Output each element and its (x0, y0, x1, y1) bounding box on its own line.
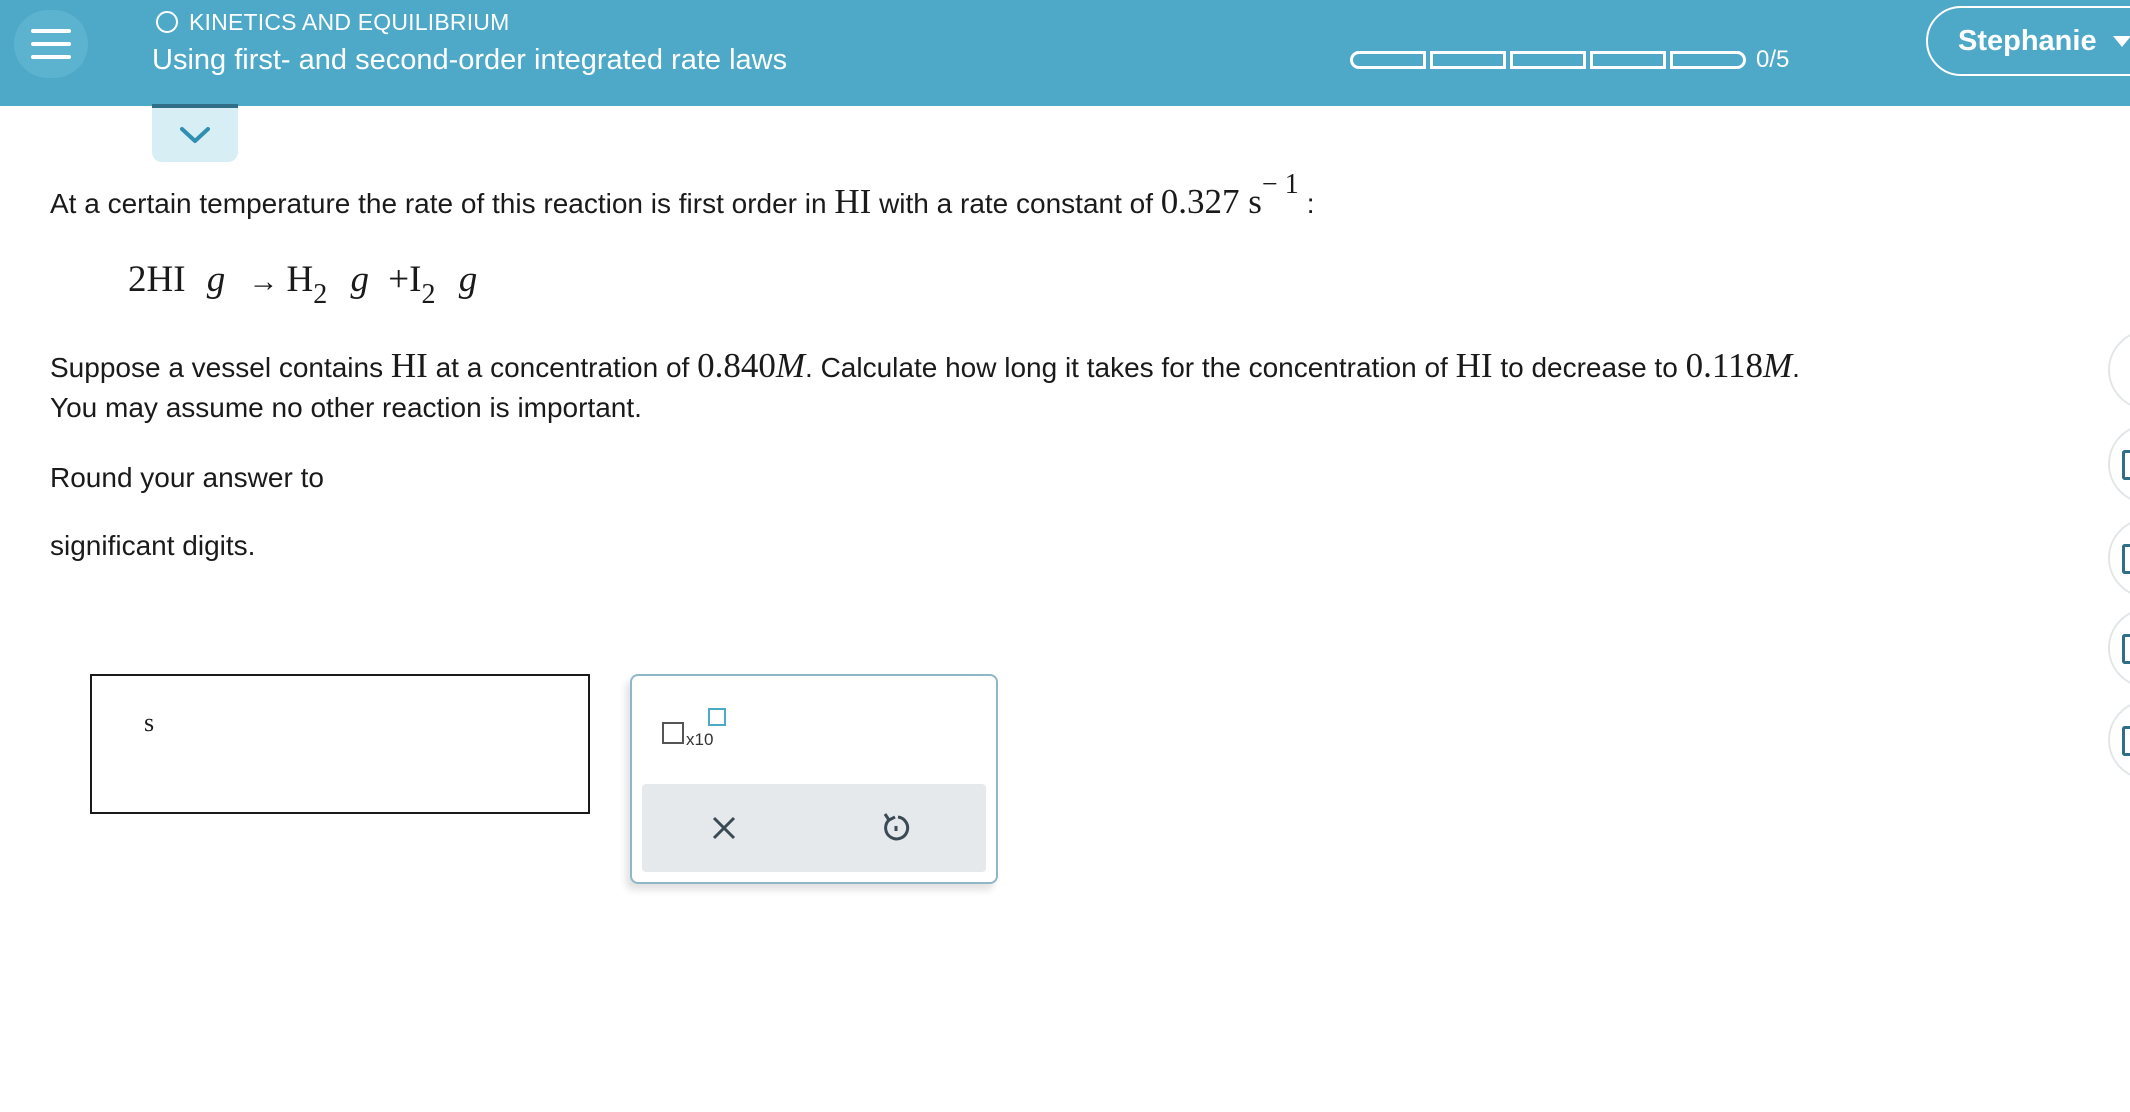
x10-label: x10 (686, 730, 714, 749)
unit-m: M (775, 346, 806, 385)
formula-hi: HI (1455, 346, 1493, 385)
page-title: Using first- and second-order integrated rate laws (152, 44, 788, 76)
progress-segment (1590, 51, 1666, 69)
circle-icon (156, 11, 178, 33)
state-g: g (206, 259, 226, 300)
menu-icon-line (31, 55, 71, 59)
unit-m: M (1763, 346, 1793, 385)
plus-sign: + (388, 259, 410, 300)
side-tool-icon (2122, 544, 2130, 574)
mantissa-box-icon (662, 722, 684, 744)
text: at a concentration of (427, 352, 698, 383)
product-i: I (409, 259, 422, 300)
progress-segment (1510, 51, 1586, 69)
user-name: Stephanie (1958, 24, 2097, 57)
subscript: 2 (313, 279, 328, 310)
reactant-hi: 2HI (128, 259, 186, 300)
math-tool-panel (630, 674, 998, 884)
user-caret-icon (2113, 36, 2130, 47)
progress-count: 0/5 (1756, 46, 1790, 73)
question-paragraph-2 (50, 346, 1800, 388)
final-concentration: 0.118 (1685, 346, 1764, 385)
side-tool-button[interactable] (2108, 608, 2130, 688)
state-g: g (350, 259, 370, 300)
user-menu-button[interactable] (1926, 6, 2130, 76)
text: Suppose a vessel contains (50, 352, 391, 383)
sig-digits-text: significant digits. (50, 530, 256, 561)
progress-bar (1350, 46, 1789, 74)
exponent-box-icon (708, 708, 726, 726)
topic-label (156, 8, 509, 36)
header-bar (0, 0, 2130, 106)
reaction-equation (128, 258, 478, 310)
side-tool-icon (2122, 634, 2130, 664)
collapse-toggle[interactable] (152, 104, 238, 162)
exponent: − 1 (1261, 169, 1299, 200)
formula-hi: HI (834, 182, 872, 221)
side-tool-button[interactable] (2108, 330, 2130, 410)
formula-hi: HI (390, 346, 428, 385)
side-tool-icon (2122, 450, 2130, 480)
initial-concentration: 0.840 (697, 346, 776, 385)
round-instruction: Round your answer to (50, 462, 324, 493)
state-g: g (458, 259, 478, 300)
chevron-down-icon (178, 124, 212, 146)
tool-action-bar (642, 784, 986, 872)
menu-button[interactable] (14, 10, 88, 78)
answer-unit: s (144, 708, 155, 737)
question-line: You may assume no other reaction is important. (50, 392, 642, 423)
side-tool-button[interactable] (2108, 424, 2130, 504)
text: with a rate constant of (871, 188, 1161, 219)
text: to decrease to (1492, 352, 1686, 383)
question-paragraph-1 (50, 169, 1315, 225)
text: . (1792, 352, 1800, 383)
subscript: 2 (421, 279, 436, 310)
rate-constant: 0.327 s (1160, 182, 1262, 221)
side-tool-icon (2122, 726, 2130, 756)
progress-segment (1430, 51, 1506, 69)
side-tool-button[interactable] (2108, 518, 2130, 598)
side-tool-button[interactable] (2108, 700, 2130, 780)
clear-button[interactable] (704, 808, 744, 848)
progress-segment (1350, 51, 1426, 69)
scientific-notation-button[interactable] (660, 708, 736, 758)
menu-icon-line (31, 29, 71, 33)
menu-icon-line (31, 42, 71, 46)
reaction-arrow: → (248, 265, 279, 298)
product-h: H (286, 259, 314, 300)
clear-x-icon (704, 808, 744, 848)
undo-button[interactable] (876, 808, 916, 848)
undo-icon (876, 808, 916, 848)
topic-text: KINETICS AND EQUILIBRIUM (189, 8, 510, 35)
answer-input[interactable] (90, 674, 590, 814)
progress-segment (1670, 51, 1746, 69)
text: : (1306, 188, 1315, 219)
text: At a certain temperature the rate of this reaction is first order in (50, 188, 835, 219)
text: . Calculate how long it takes for the concentration of (805, 352, 1456, 383)
